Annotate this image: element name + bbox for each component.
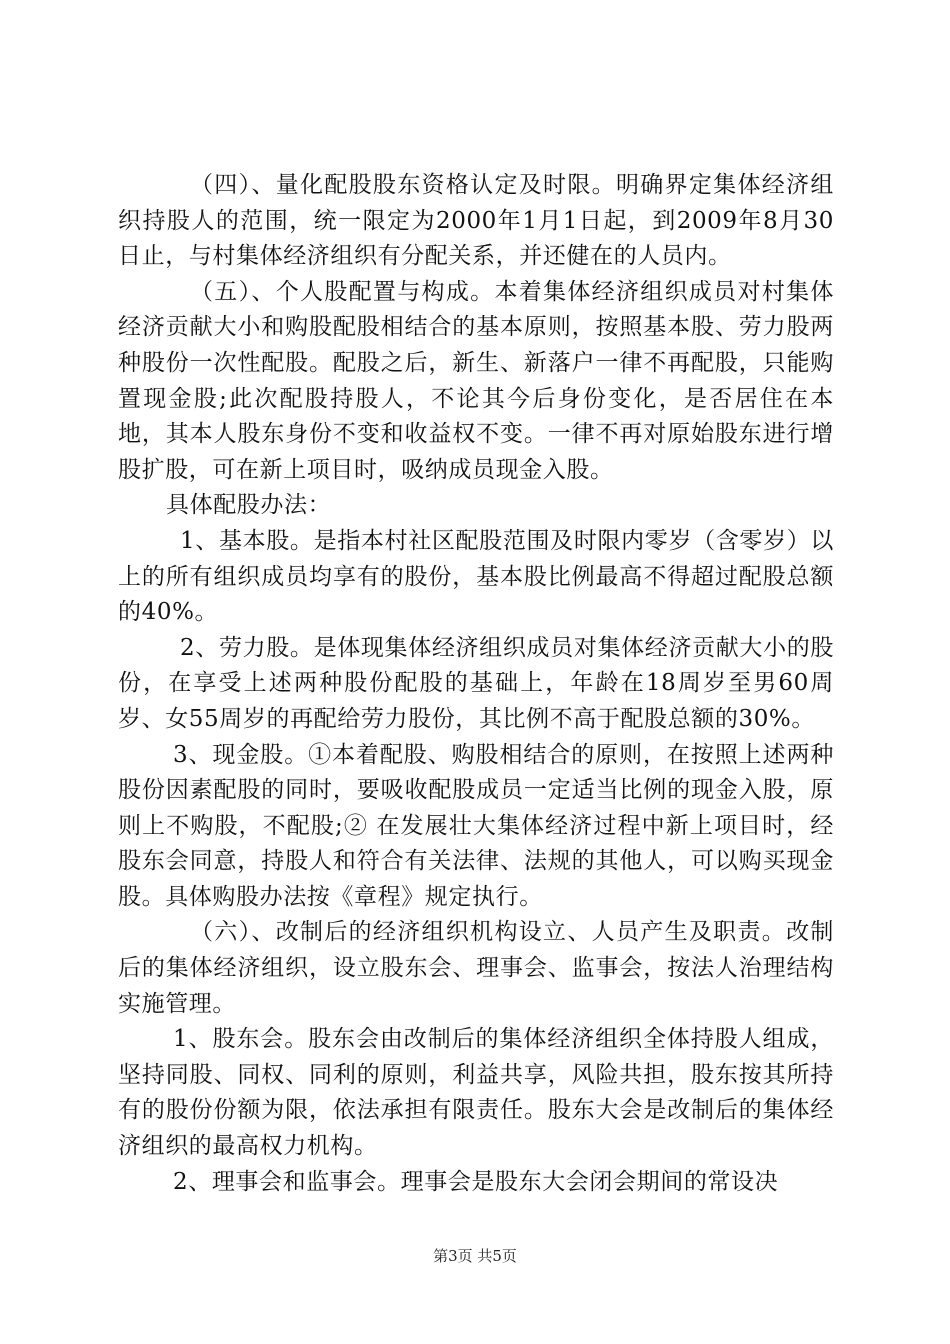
paragraph-labor-shares: 2、劳力股。是体现集体经济组织成员对集体经济贡献大小的股份，在享受上述两种股份配股的基础上，年龄在18周岁至男60周岁、女55周岁的再配给劳力股份，其比例不高于配股总额的30%。 <box>118 634 834 732</box>
paragraph-shareholders-meeting: 1、股东会。股东会由改制后的集体经济组织全体持股人组成，坚持同股、同权、同利的原则，利益共享，风险共担，股东按其所持有的股份份额为限，依法承担有限责任。股东大会是改制后的集体经济组织的最高权力机构。 <box>118 1026 834 1160</box>
paragraph-allocation-method-heading: 具体配股办法： <box>166 492 332 519</box>
page-number-footer: 第3页 共5页 <box>433 1247 517 1265</box>
paragraph-organization-setup: （六）、改制后的经济组织机构设立、人员产生及职责。改制后的集体经济组织，设立股东会、理事会、监事会，按法人治理结构实施管理。 <box>118 919 834 1017</box>
paragraph-basic-shares: 1、基本股。是指本村社区配股范围及时限内零岁（含零岁）以上的所有组织成员均享有的股份，基本股比例最高不得超过配股总额的40%。 <box>118 527 834 626</box>
paragraph-board-and-supervisors: 2、理事会和监事会。理事会是股东大会闭会期间的常设决 <box>173 1168 779 1195</box>
document-body <box>118 168 834 1200</box>
paragraph-cash-shares: 3、现金股。①本着配股、购股相结合的原则，在按照上述两种股份因素配股的同时，要吸收配股成员一定适当比例的现金入股，原则上不购股，不配股;② 在发展壮大集体经济过程中新上项目时，经股东会同意，持股人和符合有关法律、法规的其他人，可以购买现金股。具体购股办法按《章程》规定执行。 <box>118 741 834 910</box>
paragraph-shareholder-qualification: （四）、量化配股股东资格认定及时限。明确界定集体经济组织持股人的范围，统一限定为2000年1月1日起，到2009年8月30日止，与村集体经济组织有分配关系，并还健在的人员内。 <box>118 172 834 270</box>
paragraph-individual-shares: （五）、个人股配置与构成。本着集体经济组织成员对村集体经济贡献大小和购股配股相结合的基本原则，按照基本股、劳力股两种股份一次性配股。配股之后，新生、新落户一律不再配股，只能购置现金股;此次配股持股人，不论其今后身份变化，是否居住在本地，其本人股东身份不变和收益权不变。一律不再对原始股东进行增股扩股，可在新上项目时，吸纳成员现金入股。 <box>118 278 834 483</box>
